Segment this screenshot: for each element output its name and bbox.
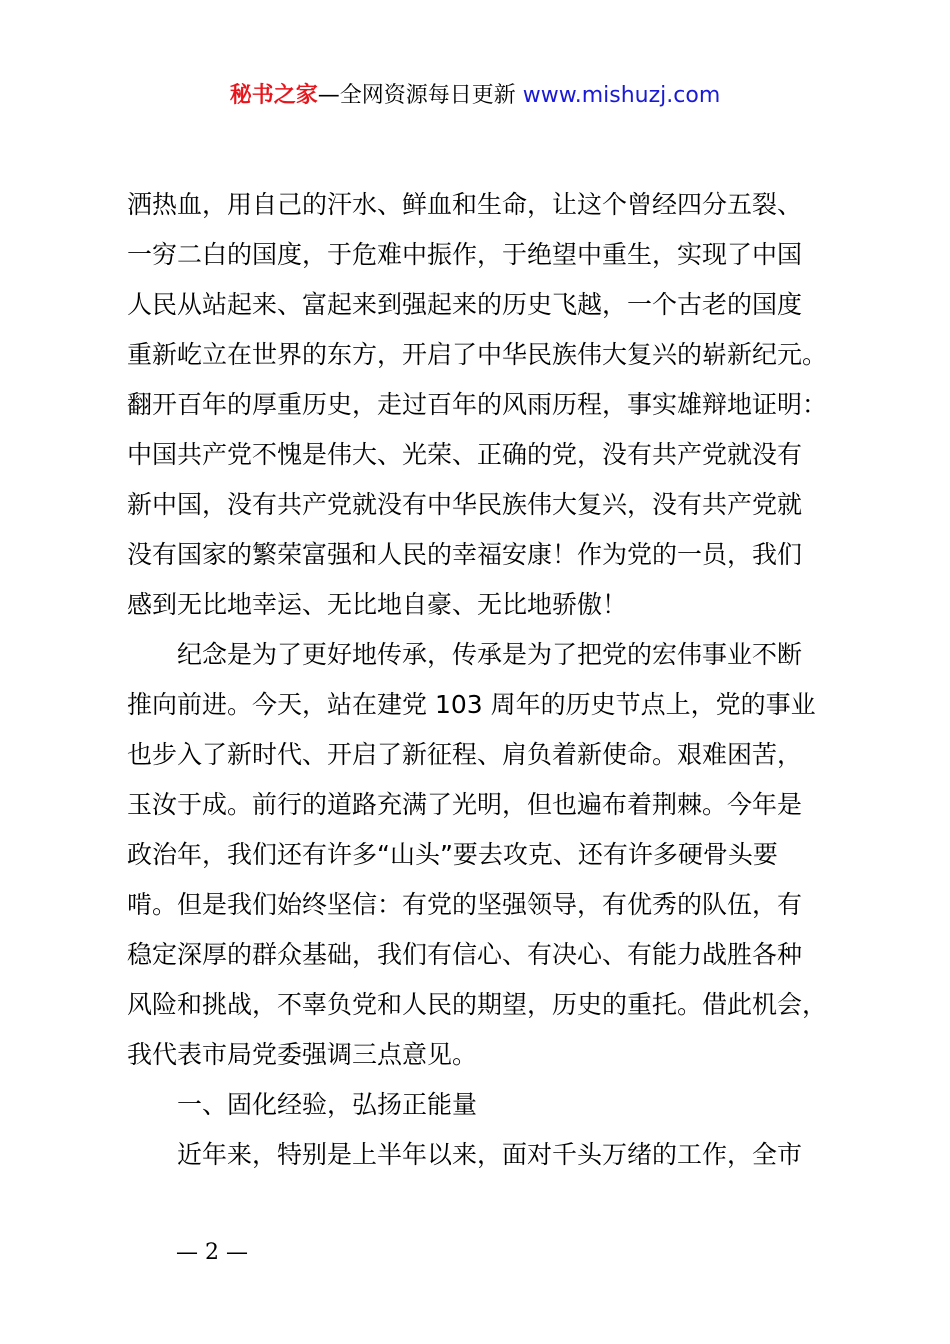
text-line: 人民从站起来、富起来到强起来的历史飞越，一个古老的国度 <box>127 290 803 319</box>
text-line: 洒热血，用自己的汗水、鲜血和生命，让这个曾经四分五裂、 <box>127 190 803 219</box>
header-tagline: —全网资源每日更新 <box>317 83 516 108</box>
text-line: 没有国家的繁荣富强和人民的幸福安康！作为党的一员，我们 <box>127 540 803 569</box>
text-line: 新中国，没有共产党就没有中华民族伟大复兴，没有共产党就 <box>127 490 803 519</box>
text-line: 重新屹立在世界的东方，开启了中华民族伟大复兴的崭新纪元。 <box>127 340 828 369</box>
text-line: 翻开百年的厚重历史，走过百年的风雨历程，事实雄辩地证明： <box>127 390 828 419</box>
page-header <box>0 80 950 112</box>
paragraph-start-line: 近年来，特别是上半年以来，面对千头万绪的工作，全市 <box>177 1140 803 1169</box>
text-line: 玉汝于成。前行的道路充满了光明，但也遍布着荆棘。今年是 <box>127 790 803 819</box>
section-heading: 一、固化经验，弘扬正能量 <box>177 1090 478 1119</box>
text-line: 政治年，我们还有许多“山头”要去攻克、还有许多硬骨头要 <box>127 840 778 869</box>
document-body <box>127 180 857 1180</box>
text-line: 我代表市局党委强调三点意见。 <box>127 1040 478 1069</box>
paragraph-start-line: 纪念是为了更好地传承，传承是为了把党的宏伟事业不断 <box>177 640 803 669</box>
text-line: 啃。但是我们始终坚信：有党的坚强领导，有优秀的队伍，有 <box>127 890 803 919</box>
page-number: — 2 — <box>176 1240 248 1265</box>
text-line: 风险和挑战，不辜负党和人民的期望，历史的重托。借此机会， <box>127 990 828 1019</box>
text-line: 感到无比地幸运、无比地自豪、无比地骄傲！ <box>127 590 628 619</box>
text-line: 中国共产党不愧是伟大、光荣、正确的党，没有共产党就没有 <box>127 440 803 469</box>
text-line: 也步入了新时代、开启了新征程、肩负着新使命。艰难困苦， <box>127 740 803 769</box>
text-line: 稳定深厚的群众基础，我们有信心、有决心、有能力战胜各种 <box>127 940 803 969</box>
brand-name: 秘书之家 <box>229 83 318 108</box>
text-line: 推向前进。今天，站在建党 103 周年的历史节点上，党的事业 <box>127 690 816 719</box>
text-line: 一穷二白的国度，于危难中振作，于绝望中重生，实现了中国 <box>127 240 803 269</box>
site-url-link[interactable]: www.mishuzj.com <box>522 83 721 108</box>
